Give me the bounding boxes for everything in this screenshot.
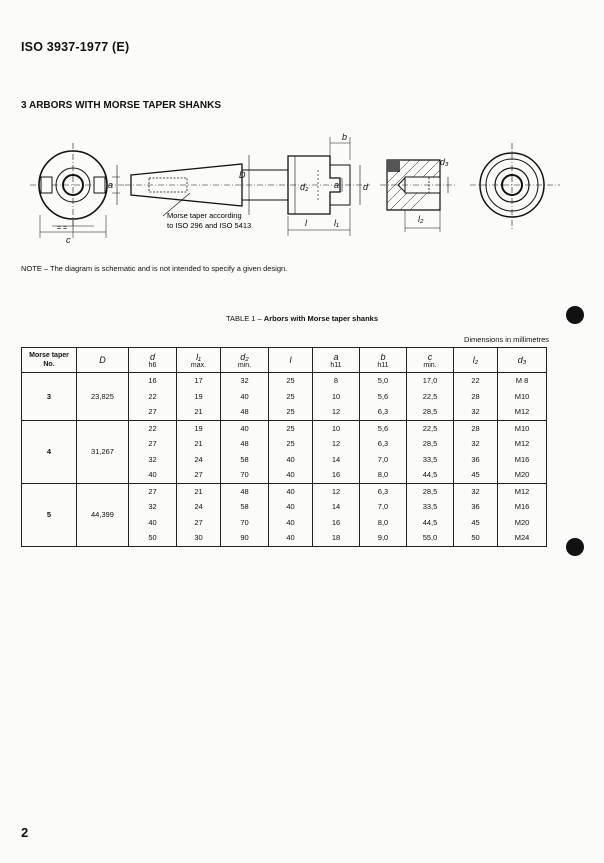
table-cell: 70 bbox=[221, 515, 269, 531]
table-cell: 7,0 bbox=[360, 499, 407, 515]
diameter-D: 44,399 bbox=[77, 483, 129, 546]
table-cell: 58 bbox=[221, 452, 269, 468]
table-cell: 33,5 bbox=[407, 499, 454, 515]
table-cell: 12 bbox=[313, 404, 360, 420]
col-header-c: c min. bbox=[407, 348, 454, 373]
table-cell: 17 bbox=[177, 373, 221, 389]
table-cell: 40 bbox=[269, 483, 313, 499]
col-header-a: a h11 bbox=[313, 348, 360, 373]
table-cell: 5,6 bbox=[360, 389, 407, 405]
table-cell: 12 bbox=[313, 436, 360, 452]
table-cell: 40 bbox=[269, 499, 313, 515]
table-cell: 30 bbox=[177, 530, 221, 546]
table-cell: 45 bbox=[454, 515, 498, 531]
table-cell: 28 bbox=[454, 420, 498, 436]
diagram-label-D: D bbox=[239, 170, 246, 180]
table-cell: 44,5 bbox=[407, 515, 454, 531]
diagram-label-c: c bbox=[66, 235, 71, 245]
table-cell: 28,5 bbox=[407, 483, 454, 499]
callout-line-1: Morse taper according bbox=[167, 211, 242, 220]
diagram-label-a: a bbox=[334, 180, 340, 190]
table-cell: 40 bbox=[221, 389, 269, 405]
col-header-d3: d₃ bbox=[498, 348, 547, 373]
diagram-equal-marks: = = bbox=[57, 225, 68, 232]
morse-taper-no: 5 bbox=[22, 483, 77, 546]
table-row bbox=[22, 483, 547, 499]
diagram-label-l1: l₁ bbox=[334, 218, 339, 228]
morse-taper-no: 3 bbox=[22, 373, 77, 421]
table-cell: 32 bbox=[454, 436, 498, 452]
table-cell: 5,0 bbox=[360, 373, 407, 389]
table-row bbox=[22, 373, 547, 389]
table-cell: 32 bbox=[129, 499, 177, 515]
table-cell: 33,5 bbox=[407, 452, 454, 468]
table-cell: 28 bbox=[454, 389, 498, 405]
diagram-label-d: d bbox=[363, 182, 369, 192]
diagram-label-d3: d₃ bbox=[440, 157, 449, 167]
table-cell: M16 bbox=[498, 452, 547, 468]
table-cell: 19 bbox=[177, 389, 221, 405]
table-cell: 27 bbox=[177, 467, 221, 483]
table-cell: 24 bbox=[177, 452, 221, 468]
diameter-D: 23,825 bbox=[77, 373, 129, 421]
table-cell: 14 bbox=[313, 452, 360, 468]
table-cell: 25 bbox=[269, 420, 313, 436]
table-cell: 27 bbox=[129, 436, 177, 452]
table-cell: M12 bbox=[498, 483, 547, 499]
table-cell: 8 bbox=[313, 373, 360, 389]
binding-hole-top bbox=[566, 306, 584, 324]
table-cell: 32 bbox=[454, 483, 498, 499]
col-header-d2: d₂ min. bbox=[221, 348, 269, 373]
table-cell: 16 bbox=[313, 515, 360, 531]
table-cell: 22 bbox=[454, 373, 498, 389]
table-cell: 10 bbox=[313, 389, 360, 405]
table-cell: M20 bbox=[498, 467, 547, 483]
table-cell: 90 bbox=[221, 530, 269, 546]
table-caption bbox=[0, 314, 604, 323]
table-cell: 32 bbox=[454, 404, 498, 420]
table-cell: 9,0 bbox=[360, 530, 407, 546]
table-cell: M12 bbox=[498, 436, 547, 452]
table-cell: 27 bbox=[129, 483, 177, 499]
table-cell: M10 bbox=[498, 389, 547, 405]
table-cell: 40 bbox=[269, 452, 313, 468]
table-cell: 16 bbox=[313, 467, 360, 483]
dimensions-note: Dimensions in millimetres bbox=[463, 335, 549, 344]
table-cell: 17,0 bbox=[407, 373, 454, 389]
table-cell: 28,5 bbox=[407, 436, 454, 452]
col-header-l2: l₂ bbox=[454, 348, 498, 373]
table-cell: 25 bbox=[269, 404, 313, 420]
col-header-morse: Morse taper No. bbox=[22, 348, 77, 373]
table-cell: 5,6 bbox=[360, 420, 407, 436]
arbor-table bbox=[21, 347, 547, 547]
morse-taper-no: 4 bbox=[22, 420, 77, 483]
table-header-row bbox=[22, 348, 547, 373]
table-cell: 55,0 bbox=[407, 530, 454, 546]
table-cell: 28,5 bbox=[407, 404, 454, 420]
table-cell: 27 bbox=[177, 515, 221, 531]
table-cell: M 8 bbox=[498, 373, 547, 389]
table-cell: 18 bbox=[313, 530, 360, 546]
diagram-label-l2: l₂ bbox=[418, 214, 424, 224]
table-cell: 58 bbox=[221, 499, 269, 515]
col-header-l: l bbox=[269, 348, 313, 373]
col-header-D: D bbox=[77, 348, 129, 373]
table-cell: 40 bbox=[269, 467, 313, 483]
section-title: 3 ARBORS WITH MORSE TAPER SHANKS bbox=[21, 100, 222, 111]
col-header-d: d h6 bbox=[129, 348, 177, 373]
table-cell: M16 bbox=[498, 499, 547, 515]
table-cell: 21 bbox=[177, 483, 221, 499]
table-caption-prefix: TABLE 1 – bbox=[226, 314, 264, 323]
table-cell: 24 bbox=[177, 499, 221, 515]
table-cell: M10 bbox=[498, 420, 547, 436]
table-cell: 45 bbox=[454, 467, 498, 483]
table-cell: 6,3 bbox=[360, 436, 407, 452]
table-cell: 25 bbox=[269, 436, 313, 452]
diagram-label-d2: d₂ bbox=[300, 182, 309, 192]
table-cell: 21 bbox=[177, 404, 221, 420]
table-cell: 32 bbox=[221, 373, 269, 389]
diagram-label-l: l bbox=[305, 218, 307, 228]
table-cell: 36 bbox=[454, 499, 498, 515]
table-cell: 48 bbox=[221, 436, 269, 452]
table-cell: 25 bbox=[269, 389, 313, 405]
table-cell: 16 bbox=[129, 373, 177, 389]
table-cell: 7,0 bbox=[360, 452, 407, 468]
table-row bbox=[22, 420, 547, 436]
binding-hole-bottom bbox=[566, 538, 584, 556]
table-cell: M12 bbox=[498, 404, 547, 420]
table-cell: 6,3 bbox=[360, 483, 407, 499]
table-cell: 22 bbox=[129, 420, 177, 436]
table-cell: 27 bbox=[129, 404, 177, 420]
diagram-label-b: b bbox=[342, 132, 348, 142]
arbor-diagram bbox=[0, 125, 604, 260]
page-number: 2 bbox=[21, 825, 29, 840]
table-cell: M20 bbox=[498, 515, 547, 531]
diagram-label-a-end: a bbox=[108, 180, 114, 190]
table-cell: 70 bbox=[221, 467, 269, 483]
table-cell: 12 bbox=[313, 483, 360, 499]
table-cell: 44,5 bbox=[407, 467, 454, 483]
table-cell: 50 bbox=[129, 530, 177, 546]
col-header-b: b h11 bbox=[360, 348, 407, 373]
table-cell: 50 bbox=[454, 530, 498, 546]
table-cell: 40 bbox=[269, 515, 313, 531]
table-cell: 21 bbox=[177, 436, 221, 452]
table-cell: 25 bbox=[269, 373, 313, 389]
diameter-D: 31,267 bbox=[77, 420, 129, 483]
table-cell: 40 bbox=[129, 467, 177, 483]
note-text: NOTE – The diagram is schematic and is not intended to specify a given design. bbox=[21, 264, 288, 273]
table-cell: 10 bbox=[313, 420, 360, 436]
table-cell: 6,3 bbox=[360, 404, 407, 420]
table-cell: 40 bbox=[221, 420, 269, 436]
document-id: ISO 3937-1977 (E) bbox=[21, 40, 130, 54]
callout-line-2: to ISO 296 and ISO 5413 bbox=[167, 221, 252, 230]
table-cell: 32 bbox=[129, 452, 177, 468]
table-cell: 8,0 bbox=[360, 515, 407, 531]
table-caption-title: Arbors with Morse taper shanks bbox=[263, 314, 378, 323]
col-header-l1: l₁ max. bbox=[177, 348, 221, 373]
table-cell: 14 bbox=[313, 499, 360, 515]
table-cell: 40 bbox=[269, 530, 313, 546]
table-cell: M24 bbox=[498, 530, 547, 546]
table-cell: 40 bbox=[129, 515, 177, 531]
table-cell: 22,5 bbox=[407, 420, 454, 436]
table-cell: 36 bbox=[454, 452, 498, 468]
table-cell: 48 bbox=[221, 404, 269, 420]
table-cell: 48 bbox=[221, 483, 269, 499]
table-cell: 8,0 bbox=[360, 467, 407, 483]
table-cell: 19 bbox=[177, 420, 221, 436]
table-cell: 22,5 bbox=[407, 389, 454, 405]
table-cell: 22 bbox=[129, 389, 177, 405]
